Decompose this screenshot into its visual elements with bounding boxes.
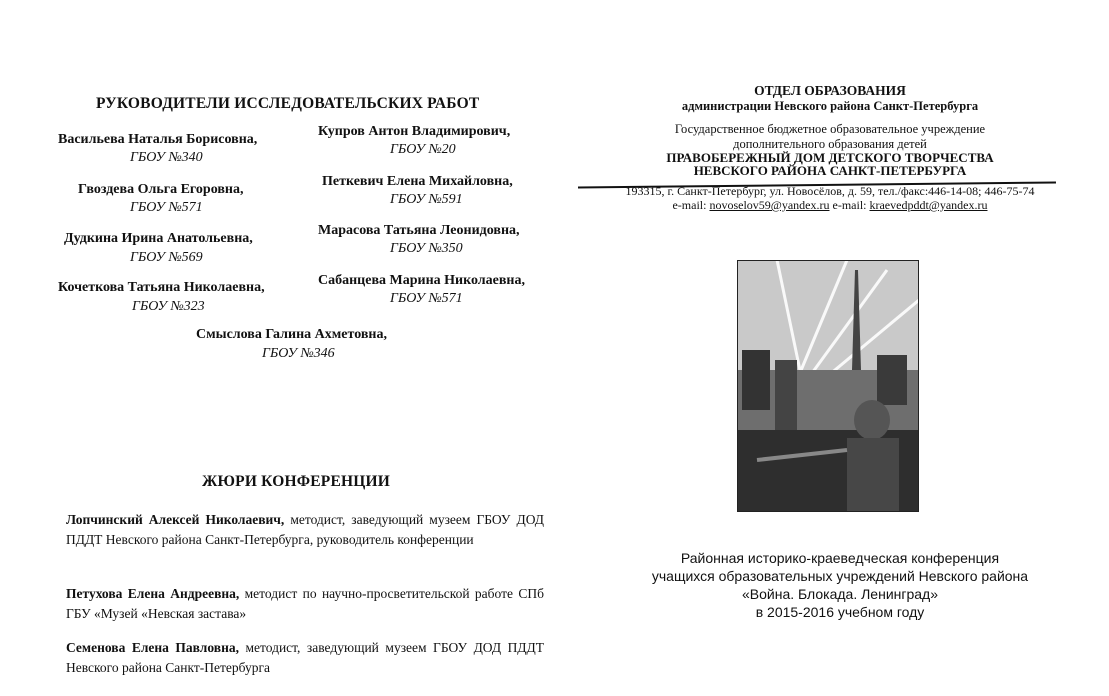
- leader-name: Смыслова Галина Ахметовна,: [196, 327, 387, 342]
- leader-name: Дудкина Ирина Анатольевна,: [64, 231, 253, 246]
- leader-name: Сабанцева Марина Николаевна,: [318, 273, 525, 288]
- leader-school: ГБОУ №571: [130, 200, 203, 215]
- leader-school: ГБОУ №346: [262, 346, 335, 361]
- blockade-illustration: [737, 260, 919, 512]
- heading-jury: ЖЮРИ КОНФЕРЕНЦИИ: [202, 473, 391, 490]
- caption-line: в 2015-2016 учебном году: [755, 604, 925, 620]
- jury-entry: [66, 584, 544, 624]
- jury-desc: методист по научно-просветительской работе СПб ГБУ «Музей «Невская застава»: [66, 586, 544, 621]
- leader-name: Марасова Татьяна Леонидовна,: [318, 223, 520, 238]
- leader-name: Петкевич Елена Михайловна,: [322, 174, 513, 189]
- jury-entry: [66, 510, 544, 550]
- jury-name: Семенова Елена Павловна,: [66, 640, 239, 655]
- house-title-2: НЕВСКОГО РАЙОНА САНКТ-ПЕТЕРБУРГА: [693, 163, 967, 178]
- house-title-1: ПРАВОБЕРЕЖНЫЙ ДОМ ДЕТСКОГО ТВОРЧЕСТВА: [666, 150, 994, 165]
- address-line: 193315, г. Санкт-Петербург, ул. Новосёлов, д. 59, тел./факс:446-14-08; 446-75-74: [625, 184, 1035, 198]
- jury-desc: методист, заведующий музеем ГБОУ ДОД ПДДТ Невского района Санкт-Петербурга: [66, 640, 544, 675]
- conference-caption: [610, 549, 1070, 621]
- jury-name: Лопчинский Алексей Николаевич,: [66, 512, 285, 527]
- leader-name: Гвоздева Ольга Егоровна,: [78, 182, 244, 197]
- email-link-1[interactable]: novoselov59@yandex.ru: [709, 198, 830, 212]
- email-line: e-mail: novoselov59@yandex.ru e-mail: kraevedpddt@yandex.ru: [672, 198, 988, 212]
- leader-school: ГБОУ №350: [390, 241, 463, 256]
- leader-name: Васильева Наталья Борисовна,: [58, 132, 258, 147]
- leader-school: ГБОУ №20: [390, 142, 456, 157]
- caption-line: учащихся образовательных учреждений Невского района: [651, 568, 1029, 584]
- caption-line: Районная историко-краеведческая конференция: [680, 550, 1000, 566]
- leader-school: ГБОУ №569: [130, 250, 203, 265]
- admin-line: администрации Невского района Санкт-Петербурга: [681, 99, 979, 113]
- leader-name: Купров Антон Владимирович,: [318, 124, 511, 139]
- leader-school: ГБОУ №340: [130, 150, 203, 165]
- heading-research-leaders: РУКОВОДИТЕЛИ ИССЛЕДОВАТЕЛЬСКИХ РАБОТ: [96, 95, 480, 112]
- city-searchlight-image: [737, 260, 919, 512]
- leader-school: ГБОУ №571: [390, 291, 463, 306]
- email-link-2[interactable]: kraevedpddt@yandex.ru: [869, 198, 988, 212]
- leader-school: ГБОУ №323: [132, 299, 205, 314]
- leader-school: ГБОУ №591: [390, 192, 463, 207]
- institution-line-1: Государственное бюджетное образовательное учреждение: [674, 122, 986, 136]
- institution-line-2: дополнительного образования детей: [733, 137, 927, 151]
- jury-name: Петухова Елена Андреевна,: [66, 586, 240, 601]
- leader-name: Кочеткова Татьяна Николаевна,: [58, 280, 265, 295]
- dept-title: ОТДЕЛ ОБРАЗОВАНИЯ: [754, 83, 906, 98]
- jury-entry: [66, 638, 544, 678]
- jury-desc: методист, заведующий музеем ГБОУ ДОД ПДДТ Невского района Санкт-Петербурга, руководитель конференции: [66, 512, 544, 547]
- caption-line: «Война. Блокада. Ленинград»: [741, 586, 938, 602]
